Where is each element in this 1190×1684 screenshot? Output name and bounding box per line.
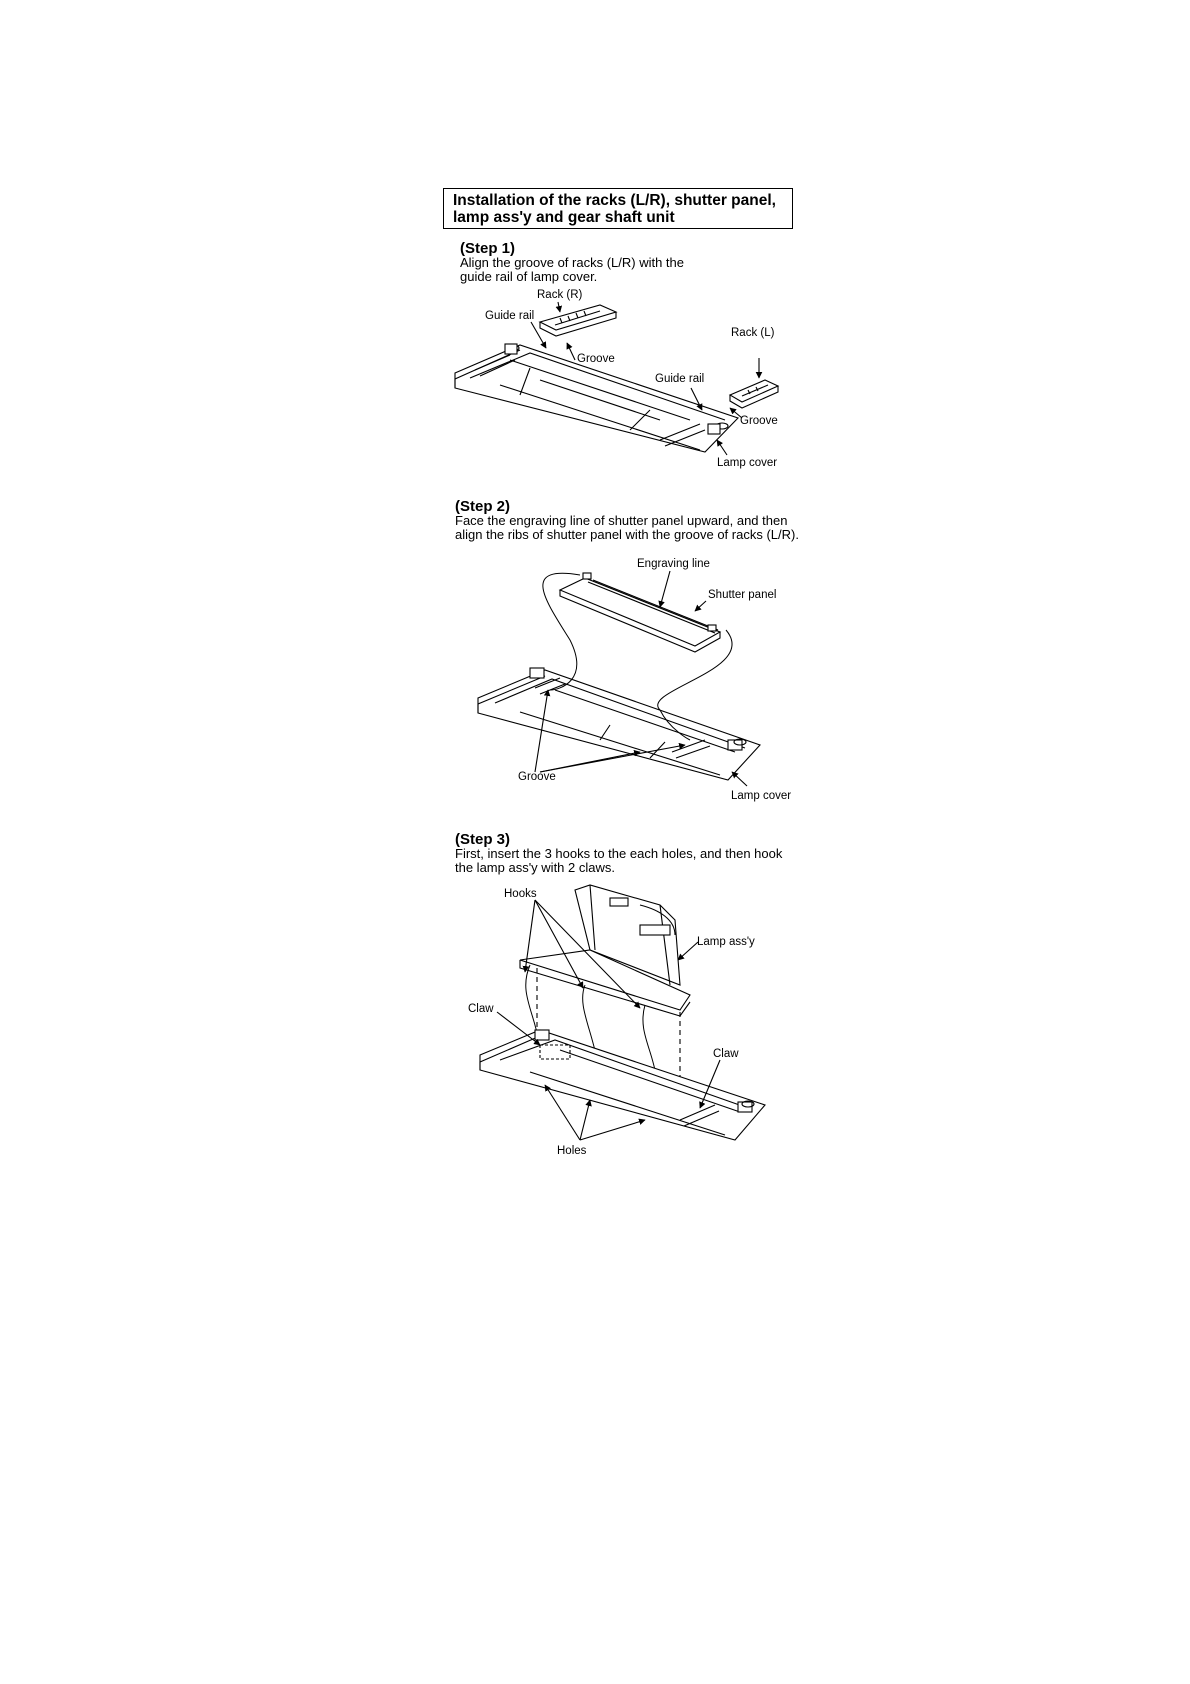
label-guide-rail-right: Guide rail bbox=[655, 373, 705, 385]
section-title-line-1: Installation of the racks (L/R), shutter panel, bbox=[453, 192, 776, 209]
label-shutter-panel: Shutter panel bbox=[708, 589, 777, 601]
section-title-line-2: lamp ass'y and gear shaft unit bbox=[453, 209, 675, 226]
label-lamp-cover-1: Lamp cover bbox=[717, 457, 778, 469]
label-groove-right: Groove bbox=[740, 415, 778, 427]
step-1-instructions: Align the groove of racks (L/R) with the guide rail of lamp cover. bbox=[460, 255, 684, 284]
step-3-instructions: First, insert the 3 hooks to the each holes, and then hook the lamp ass'y with 2 claws. bbox=[455, 846, 783, 875]
label-holes: Holes bbox=[557, 1145, 587, 1157]
label-hooks: Hooks bbox=[504, 888, 537, 900]
label-rack-r: Rack (R) bbox=[537, 289, 583, 301]
rack-r-drawing bbox=[540, 305, 616, 336]
label-guide-rail-left: Guide rail bbox=[485, 310, 535, 322]
label-groove-left: Groove bbox=[577, 353, 615, 365]
rack-l-drawing bbox=[730, 380, 778, 408]
lamp-assy-drawing bbox=[520, 885, 690, 1016]
label-engraving-line: Engraving line bbox=[637, 558, 710, 570]
step-2-figure bbox=[478, 571, 760, 786]
step-3-heading: (Step 3) bbox=[455, 831, 511, 848]
step-1-figure bbox=[455, 302, 778, 455]
label-lamp-cover-2: Lamp cover bbox=[731, 790, 792, 802]
label-claw-left: Claw bbox=[468, 1003, 494, 1015]
label-groove-step2: Groove bbox=[518, 771, 556, 783]
step-2-instructions: Face the engraving line of shutter panel upward, and then align the ribs of shutter panel with the groove of racks (L/R). bbox=[455, 513, 799, 542]
step-2-heading: (Step 2) bbox=[455, 498, 511, 515]
shutter-panel-drawing bbox=[560, 573, 720, 652]
step-1-heading: (Step 1) bbox=[460, 240, 516, 257]
label-claw-right: Claw bbox=[713, 1048, 739, 1060]
label-rack-l: Rack (L) bbox=[731, 327, 775, 339]
step-3-figure bbox=[480, 885, 765, 1140]
label-lamp-assy: Lamp ass'y bbox=[697, 936, 755, 948]
lamp-cover-drawing-3 bbox=[480, 1030, 765, 1140]
lamp-cover-drawing-2 bbox=[478, 668, 760, 780]
